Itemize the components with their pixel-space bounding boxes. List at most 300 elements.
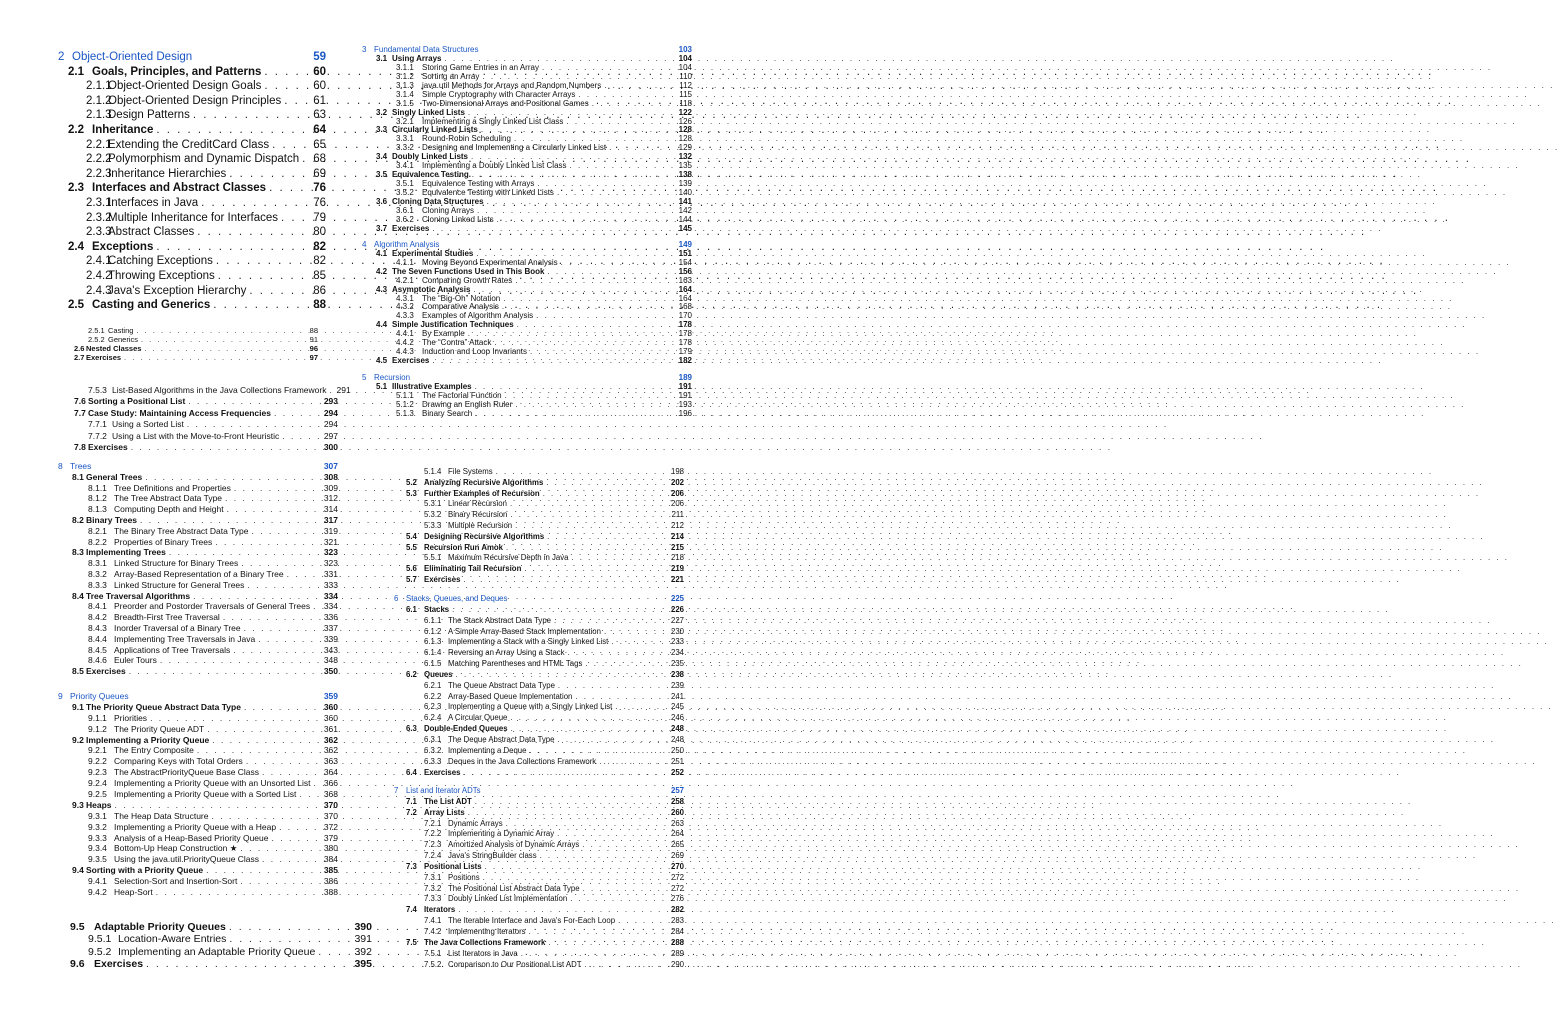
toc-entry-9-2-2[interactable] [58, 756, 338, 767]
toc-entry-number: 5.7 [406, 574, 417, 584]
toc-entry-2-1-3[interactable] [58, 108, 326, 123]
toc-entry-number: 3.5.2 [396, 188, 414, 197]
toc-entry-page: 250 [670, 745, 684, 755]
toc-entry-page: 284 [670, 926, 684, 936]
toc-entry-page: 60 [313, 80, 326, 93]
toc-entry-number: 8.2.1 [88, 525, 107, 536]
toc-entry-2[interactable] [58, 50, 326, 65]
toc-entry-9-2-1[interactable] [58, 745, 338, 756]
toc-entry-number: 2.5.1 [88, 326, 105, 335]
dot-leader [318, 946, 351, 958]
toc-entry-title: Implementing a Priority Queue with a Heap [114, 821, 277, 832]
toc-entry-page: 140 [678, 188, 692, 197]
toc-entry-number: 5.1 [376, 381, 388, 391]
toc-entry-8-3-3[interactable] [58, 580, 338, 591]
dot-leader [575, 692, 668, 703]
toc-entry-number: 3.1.5 [396, 98, 414, 108]
toc-entry-number: 7.3.2 [424, 883, 442, 893]
toc-entry-title: Round-Robin Scheduling [422, 134, 511, 144]
toc-entry-title: Using the java.util.PriorityQueue Class [114, 854, 260, 865]
toc-entry-title: Tree Definitions and Properties [114, 482, 231, 493]
toc-entry-2-4-1[interactable] [58, 254, 326, 269]
toc-entry-9-2[interactable] [58, 735, 338, 746]
toc-entry-number: 8.4.6 [88, 655, 107, 666]
toc-entry-7[interactable] [394, 786, 684, 797]
dot-leader [585, 659, 668, 670]
toc-entry-2-3[interactable] [58, 181, 326, 196]
toc-entry-2-2-3[interactable] [58, 167, 326, 182]
toc-entry-9-5[interactable] [70, 921, 372, 933]
toc-entry-title: Asymptotic Analysis [392, 284, 471, 294]
dot-leader [115, 800, 321, 811]
toc-entry-2-1-1[interactable] [58, 79, 326, 94]
toc-entry-page: 334 [323, 601, 338, 612]
toc-entry-5-1-3[interactable] [362, 410, 692, 419]
toc-entry-page: 265 [670, 840, 684, 850]
dot-leader [201, 196, 310, 211]
toc-entry-3-7[interactable] [362, 225, 692, 234]
toc-entry-6-2-3[interactable] [394, 702, 684, 713]
toc-entry-title: Inheritance Hierarchies [108, 167, 227, 180]
toc-entry-7-5[interactable] [394, 938, 684, 949]
toc-entry-9-3-1[interactable] [58, 811, 338, 822]
toc-entry-6-1-2[interactable] [394, 627, 684, 638]
toc-entry-6-1[interactable] [394, 605, 684, 616]
toc-entry-5-7[interactable] [406, 575, 684, 586]
toc-entry-page: 76 [313, 182, 326, 195]
toc-entry-number: 7.3 [406, 861, 417, 871]
toc-entry-page: 323 [323, 547, 338, 558]
toc-entry-7-8[interactable] [74, 442, 338, 453]
toc-entry-page: 79 [313, 211, 326, 224]
toc-entry-page: 219 [670, 564, 684, 574]
toc-entry-6-4[interactable] [394, 768, 684, 779]
dot-leader [229, 921, 352, 933]
toc-entry-number: 3.4.1 [396, 161, 414, 171]
dot-leader [212, 811, 321, 822]
toc-entry-5-3-2[interactable] [406, 510, 684, 521]
toc-entry-8-3-2[interactable] [58, 569, 338, 580]
toc-entry-2-5-1[interactable] [74, 326, 318, 335]
toc-entry-number: 2.2 [68, 123, 84, 136]
toc-entry-8-4-3[interactable] [58, 623, 338, 634]
toc-block-chapter-8 [58, 461, 338, 677]
toc-entry-page: 385 [323, 865, 338, 876]
toc-entry-8-2-2[interactable] [58, 537, 338, 548]
toc-entry-9-1-2[interactable] [58, 724, 338, 735]
toc-entry-9-1-1[interactable] [58, 713, 338, 724]
toc-entry-number: 7.5.3 [88, 385, 107, 395]
toc-entry-6-1-5[interactable] [394, 659, 684, 670]
toc-entry-title: The Java Collections Framework [424, 937, 546, 947]
toc-entry-5-2[interactable] [406, 478, 684, 489]
toc-entry-2-5[interactable] [58, 298, 326, 313]
toc-entry-2-3-1[interactable] [58, 196, 326, 211]
toc-entry-title: Doubly Linked Lists [392, 152, 469, 162]
toc-entry-page: 164 [678, 293, 692, 303]
toc-entry-8[interactable] [58, 461, 338, 472]
toc-entry-title: Binary Search [422, 408, 473, 418]
toc-entry-7-3-2[interactable] [394, 884, 684, 895]
toc-entry-number: 6.2.1 [424, 680, 442, 690]
toc-entry-2-7[interactable] [74, 353, 318, 362]
dot-leader [156, 240, 310, 255]
toc-entry-page: 384 [323, 854, 338, 865]
toc-entry-7-4-2[interactable] [394, 927, 684, 938]
toc-entry-number: 8.3.3 [88, 579, 107, 590]
toc-entry-8-2[interactable] [58, 515, 338, 526]
toc-entry-2-4-3[interactable] [58, 284, 326, 299]
toc-entry-2-4[interactable] [58, 240, 326, 255]
toc-entry-9-5-1[interactable] [70, 933, 372, 945]
toc-entry-title: Bottom-Up Heap Construction ★ [114, 843, 238, 854]
toc-entry-number: 2.5 [68, 299, 84, 312]
toc-entry-title: Multiple Inheritance for Interfaces [108, 211, 279, 224]
toc-entry-7-4[interactable] [394, 905, 684, 916]
dot-leader [558, 681, 668, 692]
toc-entry-number: 6.3 [406, 724, 417, 734]
toc-entry-number: 9.2.2 [88, 756, 107, 767]
toc-entry-6[interactable] [394, 594, 684, 605]
toc-entry-6-1-3[interactable] [394, 637, 684, 648]
toc-entry-page: 115 [679, 89, 692, 99]
toc-block-chapter-2-cont [74, 326, 318, 362]
toc-entry-2-1[interactable] [58, 65, 326, 80]
toc-entry-8-4-4[interactable] [58, 634, 338, 645]
toc-entry-page: 350 [323, 666, 338, 677]
toc-entry-9-3[interactable] [58, 800, 338, 811]
toc-entry-5-3-3[interactable] [406, 521, 684, 532]
toc-entry-page: 122 [678, 107, 692, 117]
toc-entry-2-2[interactable] [58, 123, 326, 138]
toc-entry-title: Eliminating Tail Recursion [424, 564, 522, 574]
toc-entry-page: 196 [678, 408, 692, 418]
toc-entry-title: The Priority Queue Abstract Data Type [86, 701, 241, 712]
toc-entry-page: 60 [313, 65, 326, 78]
toc-entry-title: The Positional List Abstract Data Type [448, 883, 580, 893]
toc-entry-title: Sorting a Positional List [88, 396, 186, 407]
toc-entry-title: Casting and Generics [92, 299, 211, 312]
dot-leader [506, 819, 668, 830]
toc-entry-number: 2.1 [68, 65, 84, 78]
toc-entry-7-2-3[interactable] [394, 840, 684, 851]
dot-leader [432, 225, 675, 234]
toc-entry-5-6[interactable] [406, 564, 684, 575]
toc-entry-page: 392 [354, 945, 372, 958]
dot-leader [227, 504, 321, 515]
toc-entry-number: 2.2.1 [86, 138, 112, 151]
toc-entry-title: java.util Methods for Arrays and Random Numbers [422, 80, 602, 90]
toc-entry-6-3-1[interactable] [394, 735, 684, 746]
toc-entry-9[interactable] [58, 691, 338, 702]
toc-entry-number: 3.1.4 [396, 89, 414, 99]
toc-entry-number: 4 [362, 240, 367, 249]
dot-leader [213, 298, 310, 313]
toc-entry-title: Moving Beyond Experimental Analysis [422, 257, 558, 267]
toc-entry-number: 9.1.1 [88, 712, 107, 723]
toc-entry-9-4-1[interactable] [58, 876, 338, 887]
dot-leader [314, 778, 321, 789]
dot-leader [241, 558, 321, 569]
toc-entry-8-1-2[interactable] [58, 493, 338, 504]
toc-entry-number: 7.3.3 [424, 894, 442, 904]
toc-entry-number: 2.4.3 [86, 284, 112, 297]
toc-entry-number: 2.4.1 [86, 255, 112, 268]
toc-entry-title: Analyzing Recursive Algorithms [424, 477, 544, 487]
toc-entry-7-5-2[interactable] [394, 960, 684, 971]
dot-leader [197, 745, 321, 756]
toc-entry-7-3-3[interactable] [394, 894, 684, 905]
toc-entry-page: 144 [678, 214, 692, 224]
toc-entry-title: Implementing an Adaptable Priority Queue [118, 945, 316, 958]
toc-entry-number: 9.4.1 [88, 876, 107, 887]
toc-entry-7-5-1[interactable] [394, 949, 684, 960]
dot-leader [247, 580, 320, 591]
toc-entry-title: Implementing a Deque [448, 745, 527, 755]
toc-entry-number: 2.1.2 [86, 94, 112, 107]
toc-entry-title: Dynamic Arrays [448, 818, 503, 828]
dot-leader [249, 284, 310, 299]
toc-entry-number: 8.5 [72, 666, 84, 677]
toc-entry-2-3-2[interactable] [58, 211, 326, 226]
toc-entry-number: 9.5.2 [88, 945, 112, 958]
toc-entry-9-2-5[interactable] [58, 789, 338, 800]
toc-entry-number: 2.4 [68, 240, 84, 253]
toc-entry-9-3-5[interactable] [58, 854, 338, 865]
toc-entry-8-4-5[interactable] [58, 645, 338, 656]
toc-entry-8-1-3[interactable] [58, 504, 338, 515]
toc-entry-page: 128 [678, 134, 692, 144]
dot-leader [463, 575, 668, 586]
toc-entry-page: 126 [678, 116, 692, 126]
toc-entry-title: Further Examples of Recursion [424, 488, 540, 498]
dot-leader [618, 916, 668, 927]
toc-entry-number: 7.8 [74, 441, 86, 452]
toc-entry-number: 6 [394, 594, 399, 603]
toc-entry-number: 8.4 [72, 590, 84, 601]
toc-entry-6-3-3[interactable] [394, 757, 684, 768]
toc-entry-6-3[interactable] [394, 724, 684, 735]
toc-entry-8-4-2[interactable] [58, 612, 338, 623]
toc-entry-9-5-2[interactable] [70, 946, 372, 958]
toc-entry-number: 5.5.1 [424, 553, 442, 563]
toc-entry-8-1-1[interactable] [58, 483, 338, 494]
toc-entry-number: 5.2 [406, 477, 417, 487]
toc-entry-9-4-2[interactable] [58, 887, 338, 898]
toc-entry-page: 154 [678, 257, 692, 267]
toc-entry-number: 8.4.5 [88, 644, 107, 655]
dot-leader [510, 499, 668, 510]
toc-entry-9-2-3[interactable] [58, 767, 338, 778]
toc-entry-2-5-2[interactable] [74, 335, 318, 344]
toc-entry-title: Binary Recursion [448, 510, 508, 520]
toc-entry-2-2-2[interactable] [58, 152, 326, 167]
toc-entry-8-4-6[interactable] [58, 655, 338, 666]
toc-entry-8-4-1[interactable] [58, 601, 338, 612]
toc-entry-7-2-4[interactable] [394, 851, 684, 862]
toc-entry-2-4-2[interactable] [58, 269, 326, 284]
toc-entry-2-6[interactable] [74, 344, 318, 353]
toc-entry-page: 260 [670, 807, 684, 817]
toc-entry-title: Two-Dimensional Arrays and Positional Games [422, 98, 589, 108]
toc-entry-number: 9.2.3 [88, 767, 107, 778]
toc-entry-title: The Deque Abstract Data Type [448, 734, 555, 744]
toc-entry-7-2-2[interactable] [394, 829, 684, 840]
toc-entry-9-3-3[interactable] [58, 833, 338, 844]
toc-block-chapter-3 [362, 46, 692, 234]
toc-block-chapter-5 [362, 374, 692, 419]
dot-leader [193, 108, 310, 123]
toc-entry-6-2-4[interactable] [394, 713, 684, 724]
toc-entry-page: 211 [671, 510, 684, 520]
toc-entry-7-6[interactable] [74, 396, 338, 407]
toc-entry-number: 6.3.2 [424, 745, 442, 755]
toc-entry-number: 8.1.3 [88, 504, 107, 515]
toc-entry-number: 8.4.4 [88, 633, 107, 644]
toc-entry-page: 283 [670, 916, 684, 926]
toc-entry-number: 3.4 [376, 152, 388, 162]
toc-entry-number: 5.4 [406, 531, 417, 541]
toc-entry-number: 5.1.2 [396, 399, 414, 409]
toc-entry-9-2-4[interactable] [58, 778, 338, 789]
dot-leader [244, 702, 321, 713]
toc-entry-page: 235 [670, 659, 684, 669]
toc-entry-4-5[interactable] [362, 357, 692, 366]
toc-entry-5-5[interactable] [406, 543, 684, 554]
toc-entry-6-2-1[interactable] [394, 681, 684, 692]
toc-entry-page: 270 [670, 861, 684, 871]
toc-entry-page: 59 [313, 51, 326, 63]
dot-leader [233, 645, 321, 656]
toc-entry-title: Singly Linked Lists [392, 107, 465, 117]
toc-entry-7-1[interactable] [394, 797, 684, 808]
toc-entry-title: Designing Recursive Algorithms [424, 531, 545, 541]
toc-entry-page: 336 [323, 612, 338, 623]
toc-entry-title: Exercises [88, 441, 128, 452]
toc-entry-5-4[interactable] [406, 532, 684, 543]
toc-entry-page: 69 [313, 167, 326, 180]
toc-entry-page: 168 [678, 302, 692, 312]
toc-entry-8-2-1[interactable] [58, 526, 338, 537]
toc-entry-title: General Trees [86, 471, 143, 482]
toc-entry-page: 202 [670, 477, 684, 487]
toc-entry-6-2-2[interactable] [394, 692, 684, 703]
toc-entry-8-3-1[interactable] [58, 558, 338, 569]
toc-entry-page: 323 [323, 558, 338, 569]
toc-entry-number: 4.4 [376, 320, 388, 330]
toc-entry-8-4[interactable] [58, 591, 338, 602]
toc-entry-2-2-1[interactable] [58, 138, 326, 153]
toc-entry-7-7-1[interactable] [74, 419, 338, 430]
toc-entry-page: 91 [309, 335, 318, 345]
toc-entry-page: 319 [323, 525, 338, 536]
toc-entry-7-4-1[interactable] [394, 916, 684, 927]
toc-entry-number: 3.6.2 [396, 214, 414, 224]
toc-entry-7-7-2[interactable] [74, 431, 338, 442]
toc-entry-5-5-1[interactable] [406, 553, 684, 564]
toc-entry-6-1-4[interactable] [394, 648, 684, 659]
toc-entry-9-3-2[interactable] [58, 822, 338, 833]
toc-entry-9-1[interactable] [58, 702, 338, 713]
toc-entry-number: 4.4.2 [396, 338, 414, 348]
toc-entry-title: Exercises [424, 574, 461, 584]
toc-entry-page: 215 [670, 542, 684, 552]
toc-entry-9-3-4[interactable] [58, 843, 338, 854]
toc-entry-page: 364 [323, 767, 338, 778]
toc-entry-8-5[interactable] [58, 666, 338, 677]
toc-entry-5-3-1[interactable] [406, 499, 684, 510]
toc-entry-page: 380 [323, 843, 338, 854]
toc-entry-title: The Priority Queue ADT [114, 723, 205, 734]
toc-entry-8-3[interactable] [58, 547, 338, 558]
toc-entry-title: Stacks, Queues, and Deques [406, 594, 508, 603]
toc-entry-6-1-1[interactable] [394, 616, 684, 627]
toc-entry-number: 2.2.3 [86, 167, 112, 180]
dot-leader [599, 757, 668, 768]
toc-entry-title: Implementing a Queue with a Singly Linked List [448, 702, 613, 712]
dot-leader [548, 938, 668, 949]
toc-entry-7-5-3[interactable] [74, 385, 351, 396]
toc-entry-page: 239 [670, 680, 684, 690]
dot-leader [145, 472, 321, 483]
toc-entry-number: 5.6 [406, 564, 417, 574]
toc-entry-7-2[interactable] [394, 808, 684, 819]
toc-entry-number: 2.5.2 [88, 335, 105, 345]
toc-entry-page: 206 [670, 499, 684, 509]
toc-entry-title: File Systems [448, 467, 493, 476]
toc-entry-title: Nested Classes [86, 344, 142, 354]
toc-entry-title: Inheritance [92, 123, 154, 136]
toc-entry-2-3-3[interactable] [58, 225, 326, 240]
toc-block-chapter-9 [58, 691, 338, 898]
toc-entry-7-2-1[interactable] [394, 819, 684, 830]
toc-entry-page: 334 [323, 590, 338, 601]
toc-entry-number: 6.1.4 [424, 648, 442, 658]
toc-entry-page: 104 [678, 53, 692, 63]
toc-entry-title: Circularly Linked Lists [392, 125, 478, 135]
dot-leader [282, 431, 321, 442]
toc-entry-number: 5.3.2 [424, 510, 442, 520]
toc-entry-page: 191 [678, 381, 692, 391]
toc-entry-page: 230 [670, 626, 684, 636]
toc-entry-number: 7.5 [406, 937, 417, 947]
toc-entry-number: 7.2.2 [424, 829, 442, 839]
toc-entry-5-1-4[interactable] [406, 467, 684, 478]
toc-entry-2-1-2[interactable] [58, 94, 326, 109]
toc-entry-7-3[interactable] [394, 862, 684, 873]
toc-entry-9-6[interactable] [70, 958, 372, 970]
toc-entry-8-1[interactable] [58, 472, 338, 483]
toc-entry-7-7[interactable] [74, 408, 338, 419]
toc-entry-6-3-2[interactable] [394, 746, 684, 757]
toc-entry-title: Object-Oriented Design Goals [108, 80, 262, 93]
dot-leader [141, 335, 307, 344]
toc-entry-page: 314 [323, 504, 338, 515]
toc-entry-number: 6.4 [406, 767, 417, 777]
toc-entry-number: 7.5.2 [424, 959, 442, 969]
dot-leader [212, 735, 321, 746]
toc-entry-5-3[interactable] [406, 489, 684, 500]
dot-leader [169, 547, 321, 558]
toc-entry-6-2[interactable] [394, 670, 684, 681]
toc-entry-number: 6.2 [406, 669, 417, 679]
toc-entry-9-4[interactable] [58, 865, 338, 876]
toc-entry-title: List-Based Algorithms in the Java Collections Framework [112, 385, 327, 395]
toc-entry-7-3-1[interactable] [394, 873, 684, 884]
toc-entry-title: Recursion [374, 373, 411, 382]
toc-entry-title: Abstract Classes [108, 226, 195, 239]
dot-leader [206, 865, 321, 876]
